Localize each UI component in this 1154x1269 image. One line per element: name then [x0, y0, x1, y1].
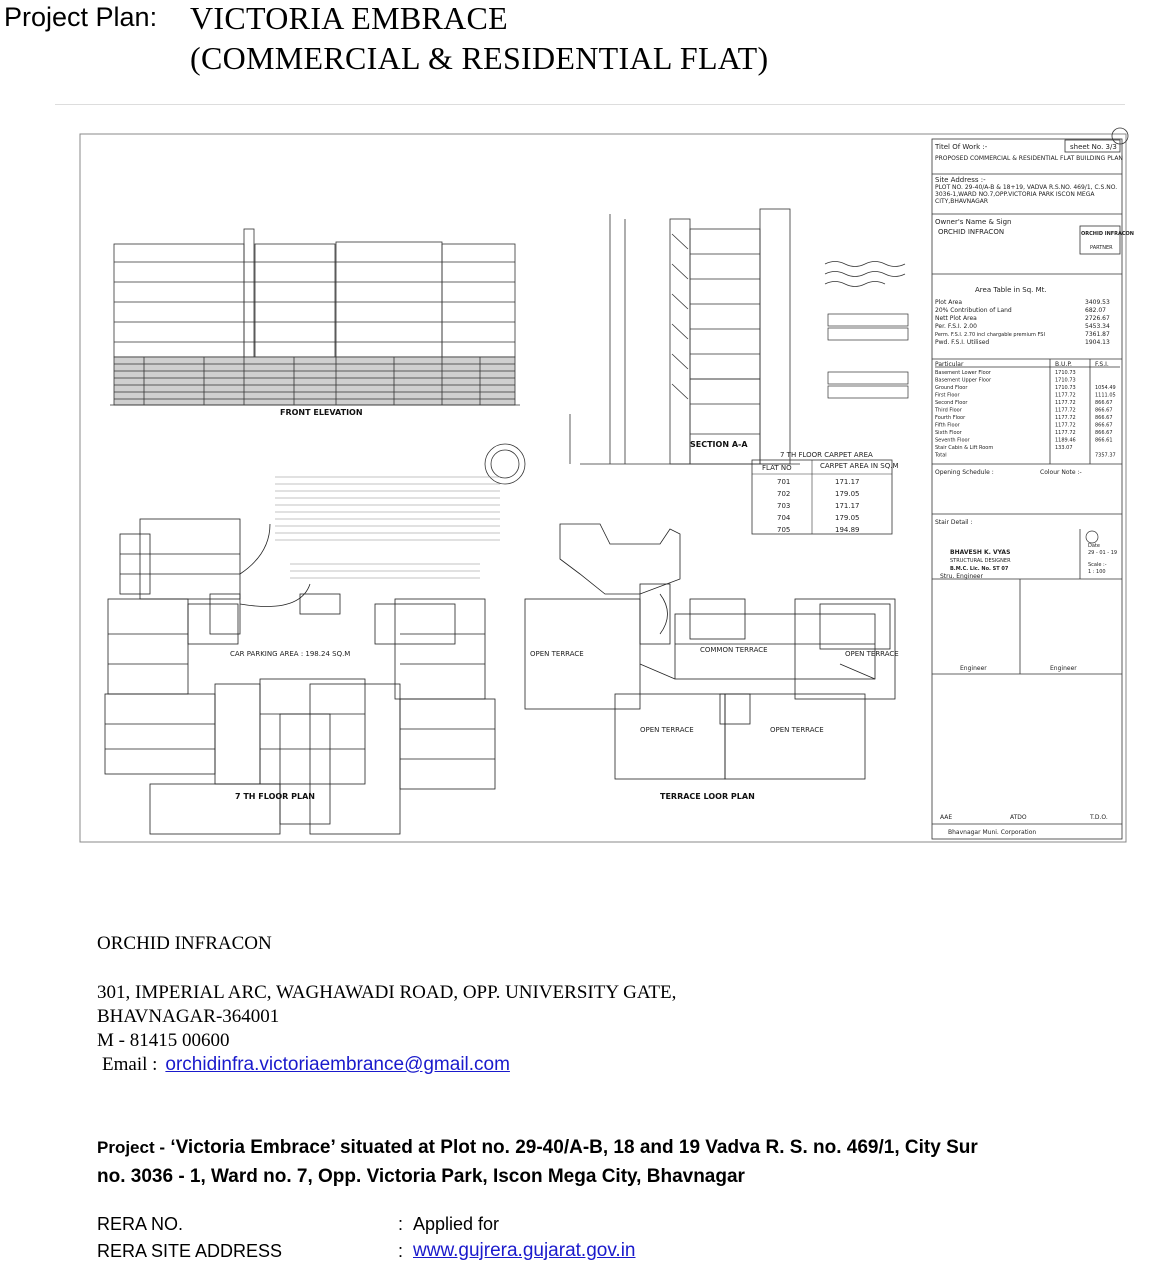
section-label: SECTION A-A — [690, 440, 748, 449]
area-row-value: 1904.13 — [1085, 339, 1110, 346]
header-label: Project Plan: — [4, 2, 158, 32]
site-address-label: Site Address :- — [935, 176, 986, 184]
phone: M - 81415 00600 — [97, 1030, 230, 1051]
fsi-row-label: Third Floor — [935, 407, 962, 414]
carpet-row-area: 194.89 — [835, 526, 860, 534]
carpet-row-flat: 705 — [777, 526, 791, 534]
tdo-label: T.D.O. — [1090, 814, 1108, 821]
page-title: VICTORIA EMBRACE — [190, 0, 509, 36]
seventh-floor-plan — [105, 519, 495, 834]
open-terrace-label-bottom-left: OPEN TERRACE — [640, 726, 694, 734]
structural-designer-name: BHAVESH K. VYAS — [950, 549, 1011, 556]
rera-site-link[interactable]: www.gujrera.gujarat.gov.in — [413, 1240, 636, 1261]
title-of-work: PROPOSED COMMERCIAL & RESIDENTIAL FLAT BUILDING PLAN — [935, 155, 1123, 162]
date-label: Date — [1088, 543, 1100, 549]
company-name: ORCHID INFRACON — [97, 933, 272, 954]
carpet-row-flat: 703 — [777, 502, 791, 510]
carpet-row-area: 179.05 — [835, 514, 860, 522]
fsi-row-label: Total — [935, 452, 947, 459]
owner-label: Owner's Name & Sign — [935, 218, 1012, 226]
parking-label: CAR PARKING AREA : 198.24 SQ.M — [230, 650, 351, 658]
carpet-row-area: 179.05 — [835, 490, 860, 498]
open-terrace-label-right: OPEN TERRACE — [845, 650, 899, 658]
fsi-row-fsi: 866.67 — [1095, 430, 1113, 436]
fsi-row-label: Seventh Floor — [935, 437, 970, 444]
round-seal — [485, 444, 525, 484]
area-row-value: 5453.34 — [1085, 323, 1110, 330]
address-line-2: BHAVNAGAR-364001 — [97, 1006, 280, 1027]
fsi-row-bup: 1177.72 — [1055, 400, 1076, 406]
fsi-row-fsi: 866.61 — [1095, 437, 1113, 444]
common-terrace-label: COMMON TERRACE — [700, 646, 768, 654]
fsi-col-fsi: F.S.I. — [1095, 361, 1109, 368]
carpet-row-area: 171.17 — [835, 502, 860, 510]
area-row-value: 2726.67 — [1085, 315, 1110, 322]
opening-schedule-label: Opening Schedule : — [935, 469, 994, 476]
area-row-value: 7361.87 — [1085, 331, 1110, 338]
sheet-number: sheet No. 3/3 — [1070, 143, 1117, 151]
open-terrace-label-bottom-right: OPEN TERRACE — [770, 726, 824, 734]
north-arrow-icon — [1086, 531, 1098, 543]
fsi-row-fsi: 866.67 — [1095, 407, 1113, 414]
fsi-row-fsi: 1111.05 — [1095, 392, 1116, 399]
stair-detail-label: Stair Detail : — [935, 519, 973, 526]
fsi-table-rows — [934, 370, 1116, 459]
fsi-row-fsi: 866.67 — [1095, 422, 1113, 429]
notes-paragraph — [275, 477, 500, 578]
building-plan-drawing — [80, 134, 1134, 842]
section-a-a — [570, 209, 800, 464]
fsi-col-bup: B.U.P. — [1055, 361, 1072, 368]
area-row-label: 20% Contribution of Land — [935, 307, 1012, 314]
fsi-row-bup: 1177.72 — [1055, 392, 1076, 399]
carpet-row-flat: 702 — [777, 490, 791, 498]
fsi-row-label: First Floor — [935, 392, 960, 399]
carpet-row-area: 171.17 — [835, 478, 860, 486]
front-elevation — [110, 229, 520, 405]
fsi-row-label: Ground Floor — [935, 385, 968, 391]
rera-site-separator: : — [398, 1241, 404, 1261]
project-line-1-text: ‘Victoria Embrace’ situated at Plot no. 29-40/A-B, 18 and 19 Vadva R. S. no. 469/1, City Sur — [170, 1137, 978, 1158]
area-row-label: Per. F.S.I. 2.00 — [935, 323, 977, 330]
corporation-label: Bhavnagar Muni. Corporation — [948, 829, 1037, 836]
title-of-work-label: Titel Of Work :- — [935, 143, 988, 151]
area-row-label: Nett Plot Area — [935, 315, 977, 322]
project-description — [97, 1133, 1147, 1191]
fsi-col-particular: Particular — [935, 361, 964, 368]
front-elevation-label: FRONT ELEVATION — [280, 408, 363, 417]
area-row-label: Pwd. F.S.I. Utilised — [935, 339, 990, 346]
fsi-row-bup: 1710.73 — [1055, 377, 1076, 384]
area-table-rows — [935, 299, 1110, 346]
fsi-row-bup: 1189.46 — [1055, 437, 1076, 444]
owner-name: ORCHID INFRACON — [938, 228, 1005, 236]
atdo-label: ATDO — [1010, 814, 1027, 821]
address-line-1: 301, IMPERIAL ARC, WAGHAWADI ROAD, OPP. UNIVERSITY GATE, — [97, 982, 677, 1003]
carpet-col1: FLAT NO — [762, 464, 792, 472]
project-line-1 — [97, 1133, 1147, 1162]
floor-plan-label: 7 TH FLOOR PLAN — [235, 792, 315, 801]
rera-no-value: Applied for — [413, 1214, 500, 1234]
site-address: PLOT NO. 29-40/A-B & 18+19, VADVA R.S.NO. 469/1, C.S.NO. 3036-1,WARD NO.7,OPP.VICTORIA PARK ISCON MEGA CITY,BHAVNAGAR — [935, 184, 1118, 205]
fsi-row-label: Fifth Floor — [935, 422, 960, 429]
terrace-plan-label: TERRACE LOOR PLAN — [660, 792, 755, 801]
partner-label: PARTNER — [1090, 245, 1113, 251]
rera-no-label: RERA NO. — [97, 1214, 184, 1234]
carpet-area-table — [752, 451, 899, 534]
area-table-title: Area Table in Sq. Mt. — [975, 286, 1047, 294]
area-row-label: Plot Area — [935, 299, 963, 306]
fsi-row-bup: 133.07 — [1055, 445, 1073, 451]
date-value: 29 - 01 - 19 — [1088, 550, 1118, 556]
email-link[interactable]: orchidinfra.victoriaembrance@gmail.com — [165, 1054, 510, 1075]
carpet-col2: CARPET AREA IN SQ.M — [820, 462, 899, 470]
approval-notes — [825, 262, 908, 399]
bmc-license: B.M.C. Lic. No. ST 07 — [950, 566, 1009, 572]
carpet-table-title: 7 TH FLOOR CARPET AREA — [780, 451, 873, 459]
area-row-value: 3409.53 — [1085, 299, 1110, 306]
carpet-row-flat: 701 — [777, 478, 791, 486]
fsi-row-label: Fourth Floor — [935, 415, 966, 421]
aae-label: AAE — [940, 814, 953, 821]
fsi-row-label: Second Floor — [935, 400, 968, 406]
structural-designer: STRUCTURAL DESIGNER — [950, 558, 1011, 564]
scan-line — [55, 104, 1125, 105]
email-label: Email : — [102, 1054, 158, 1075]
stru-engineer-label: Stru. Engineer — [940, 573, 983, 580]
area-row-label: Perm. F.S.I. 2.70 incl chargable premium FSI — [935, 332, 1045, 338]
open-terrace-label-left: OPEN TERRACE — [530, 650, 584, 658]
email-row — [102, 1054, 510, 1076]
engineer-left: Engineer — [960, 665, 987, 672]
fsi-row-bup: 1177.72 — [1055, 430, 1076, 436]
owner-stamp: ORCHID INFRACON — [1081, 231, 1134, 237]
fsi-row-label: Basement Upper Floor — [935, 377, 992, 384]
carpet-row-flat: 704 — [777, 514, 791, 522]
rera-no-separator: : — [398, 1214, 404, 1234]
page-subtitle: (COMMERCIAL & RESIDENTIAL FLAT) — [190, 40, 769, 76]
fsi-row-bup: 1710.73 — [1055, 370, 1076, 376]
area-row-value: 682.07 — [1085, 307, 1106, 314]
fsi-row-bup: 1177.72 — [1055, 422, 1076, 429]
project-line-2: no. 3036 - 1, Ward no. 7, Opp. Victoria Park, Iscon Mega City, Bhavnagar — [97, 1166, 745, 1187]
colour-note-label: Colour Note :- — [1040, 469, 1082, 476]
project-label: Project - — [97, 1138, 166, 1157]
drawing-border — [80, 134, 1126, 842]
fsi-row-fsi: 866.67 — [1095, 400, 1113, 406]
fsi-row-label: Sixth Floor — [935, 430, 962, 436]
fsi-row-fsi: 866.67 — [1095, 415, 1113, 421]
fsi-row-fsi: 1054.49 — [1095, 385, 1116, 391]
fsi-row-label: Stair Cabin & Lift Room — [935, 445, 994, 451]
fsi-row-label: Basement Lower Floor — [935, 370, 991, 376]
fsi-row-fsi: 7357.37 — [1095, 452, 1116, 459]
scale-label: Scale :- — [1088, 562, 1107, 568]
rera-site-label: RERA SITE ADDRESS — [97, 1241, 283, 1261]
engineer-right: Engineer — [1050, 665, 1077, 672]
fsi-row-bup: 1710.73 — [1055, 385, 1076, 391]
fsi-row-bup: 1177.72 — [1055, 415, 1076, 421]
fsi-row-bup: 1177.72 — [1055, 407, 1076, 414]
scale-value: 1 : 100 — [1088, 569, 1106, 575]
